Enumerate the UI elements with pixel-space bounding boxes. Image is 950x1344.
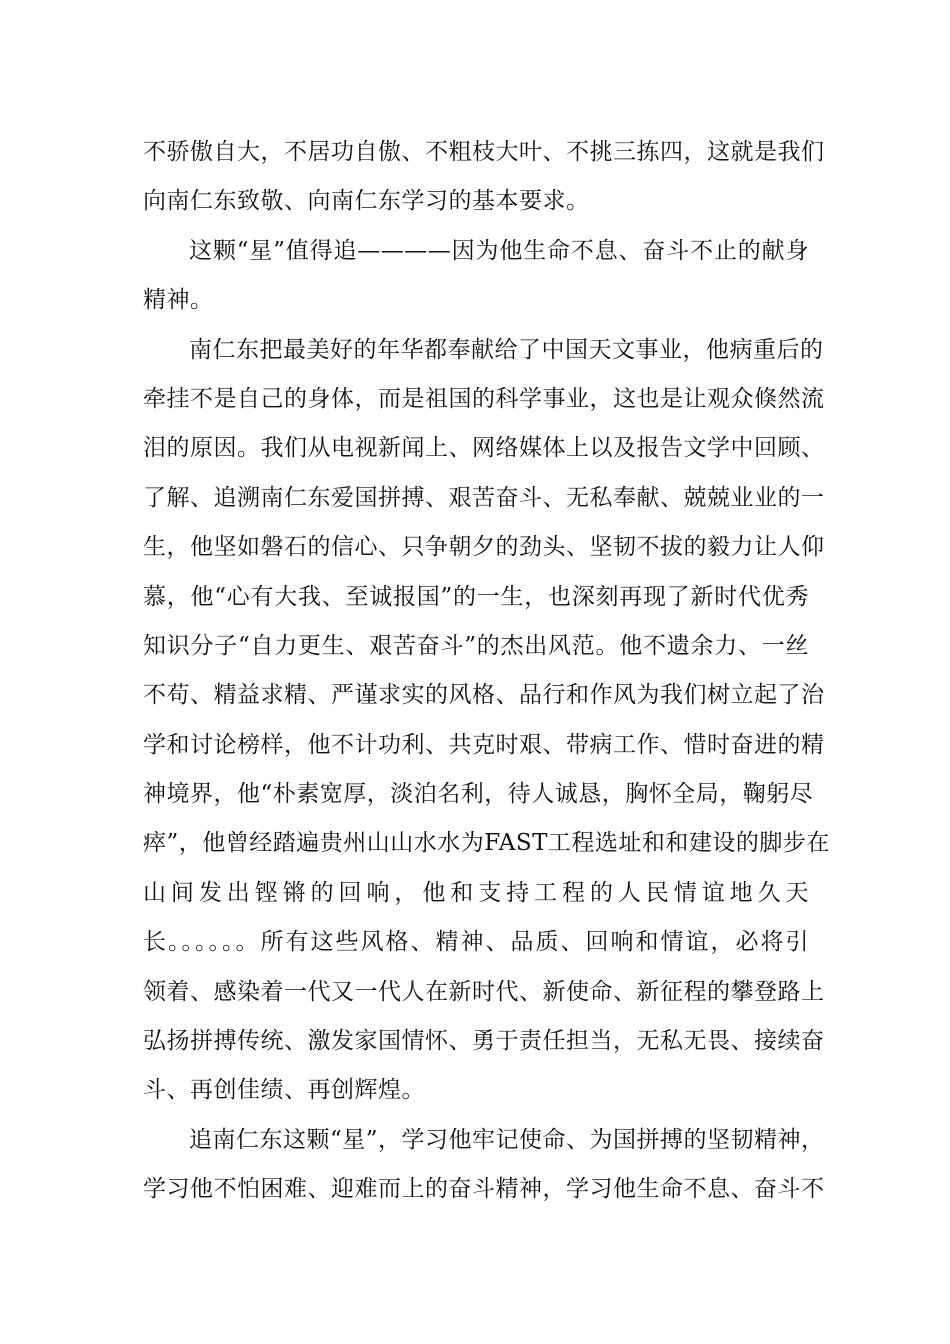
- text-line: 慕，他“心有大我、至诚报国”的一生，也深刻再现了新时代优秀: [143, 583, 809, 610]
- text-line: 知识分子“自力更生、艰苦奋斗”的杰出风范。他不遗余力、一丝: [143, 632, 809, 659]
- text-line: 南仁东把最美好的年华都奉献给了中国天文事业，他病重后的: [189, 336, 824, 363]
- text-line: 学习他不怕困难、迎难而上的奋斗精神，学习他生命不息、奋斗不: [143, 1176, 825, 1203]
- text-line: 了解、追溯南仁东爱国拼搏、艰苦奋斗、无私奉献、兢兢业业的一: [143, 484, 825, 511]
- text-line: 不骄傲自大，不居功自傲、不粗枝大叶、不挑三拣四，这就是我们: [143, 139, 825, 165]
- text-line: 学和讨论榜样，他不计功利、共克时艰、带病工作、惜时奋进的精: [143, 731, 825, 758]
- text-line: 神境界，他“朴素宽厚，淡泊名利，待人诚恳，胸怀全局，鞠躬尽: [143, 781, 814, 808]
- text-line: 向南仁东致敬、向南仁东学习的基本要求。: [143, 188, 590, 215]
- text-line: 领着、感染着一代又一代人在新时代、新使命、新征程的攀登路上: [143, 978, 825, 1005]
- document-body: [143, 128, 830, 1215]
- text-line: 牵挂不是自己的身体，而是祖国的科学事业，这也是让观众倏然流: [143, 385, 825, 412]
- text-line: 泪的原因。我们从电视新闻上、网络媒体上以及报告文学中回顾、: [143, 435, 825, 462]
- text-line: 山间发出铿锵的回响，他和支持工程的人民情谊地久天: [143, 879, 809, 906]
- text-line: 精神。: [143, 287, 214, 314]
- text-line: 瘁”，他曾经踏遍贵州山山水水为FAST工程选址和和建设的脚步在: [143, 830, 830, 857]
- text-line: 弘扬拼搏传统、激发家国情怀、勇于责任担当，无私无畏、接续奋: [143, 1028, 825, 1055]
- text-line: 追南仁东这颗“星”，学习他牢记使命、为国拼搏的坚韧精神，: [189, 1126, 825, 1153]
- text-line: 不苟、精益求精、严谨求实的风格、品行和作风为我们树立起了治: [143, 682, 825, 709]
- text-line: 这颗“星”值得追————因为他生命不息、奋斗不止的献身: [189, 237, 809, 264]
- text-line: 长。。。。。。所有这些风格、精神、品质、回响和情谊，必将引: [143, 929, 809, 956]
- text-line: 生，他坚如磐石的信心、只争朝夕的劲头、坚韧不拔的毅力让人仰: [143, 534, 825, 561]
- text-line: 斗、再创佳绩、再创辉煌。: [143, 1077, 425, 1104]
